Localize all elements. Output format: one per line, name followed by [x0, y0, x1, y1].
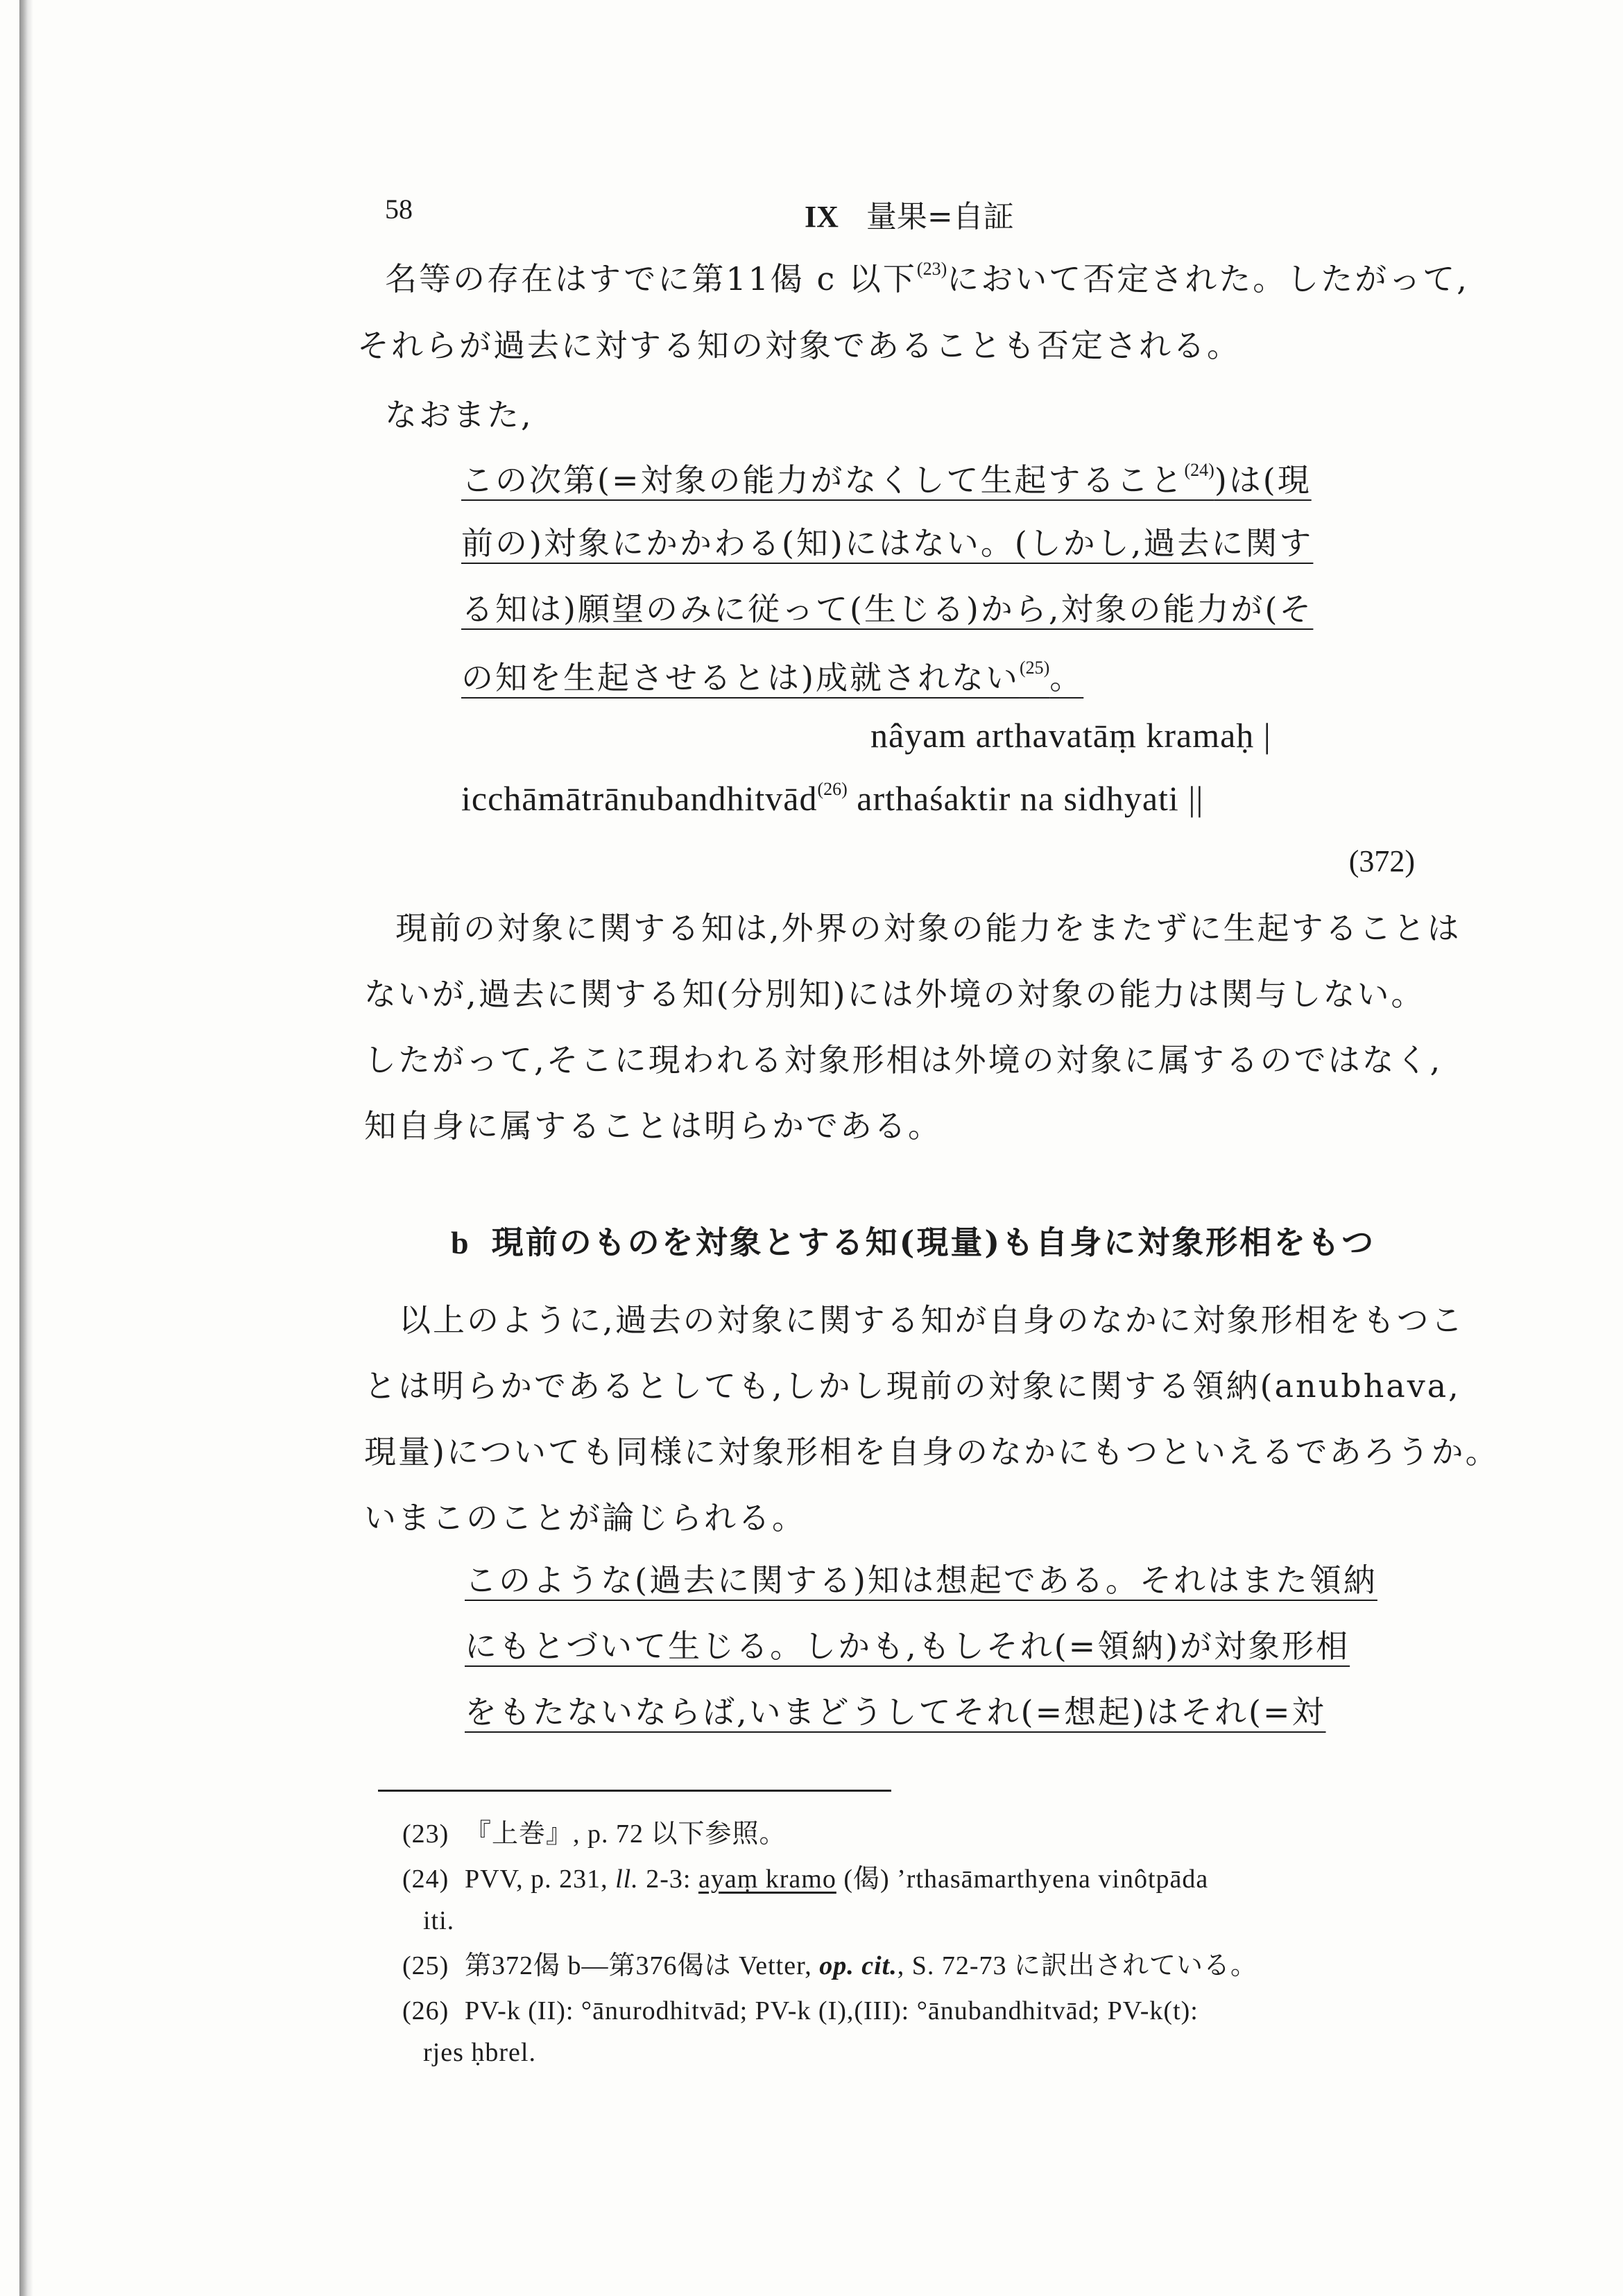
footnote-ref[interactable]: (24) — [1184, 460, 1214, 480]
body-line: いまこのことが論じられる。 — [364, 1499, 806, 1536]
body-line: 現量)についても同様に対象形相を自身のなかにもつといえるであろうか。 — [364, 1433, 1500, 1471]
verse-line: icchāmātrānubandhitvād$^{(26)}$ arthaśaktir na sidhyati || — [461, 779, 1204, 818]
chapter-title: 量果=自証 — [866, 199, 1014, 234]
page-spine-shadow — [19, 0, 33, 2296]
footnote-26: (26) PV-k (II): °ānurodhitvād; PV-k (I),(III): °ānubandhitvād; PV-k(t): — [402, 1996, 1199, 2025]
quote-line: る知は)願望のみに従って(生じる)から,対象の能力が(そ — [461, 590, 1314, 628]
section-letter: b — [451, 1225, 471, 1260]
verse-number: (372) — [1348, 844, 1415, 878]
footnote-24-continued: iti. — [423, 1906, 455, 1935]
page-number: 58 — [385, 194, 413, 225]
chapter-numeral: IX — [805, 200, 839, 234]
footnote-24: (24) PVV, p. 231, ll. 2-3: ayaṃ kramo (偈) ’rthasāmarthyena vinôtpāda — [402, 1865, 1209, 1894]
quote-line: の知を生起させるとは)成就されない$^{(25)}$。 — [461, 658, 1084, 696]
body-line: 名等の存在はすでに第11偈 c 以下$^{(23)}$において否定された。したがって, — [385, 259, 1469, 298]
quote-line: 前の)対象にかかわる(知)にはない。(しかし,過去に関す — [461, 524, 1314, 562]
footnote-23: (23) 『上巻』, p. 72 以下参照。 — [402, 1819, 787, 1849]
body-line: なおまた, — [385, 396, 533, 434]
quote-line: にもとづいて生じる。しかも,もしそれ(=領納)が対象形相 — [465, 1627, 1350, 1665]
footnote-rule — [378, 1790, 891, 1792]
quote-line: をもたないならば,いまどうしてそれ(=想起)はそれ(=対 — [465, 1693, 1326, 1731]
body-line: それらが過去に対する知の対象であることも否定される。 — [357, 327, 1241, 364]
footnote-number: (23) — [402, 1819, 449, 1849]
quote-line: このような(過去に関する)知は想起である。それはまた領納 — [465, 1561, 1377, 1599]
footnote-number: (26) — [402, 1996, 449, 2025]
body-line: 現前の対象に関する知は,外界の対象の能力をまたずに生起することは — [395, 909, 1461, 947]
body-line: とは明らかであるとしても,しかし現前の対象に関する領納(anubhava, — [364, 1367, 1461, 1405]
verse-line: nâyam arthavatāṃ kramaḥ | — [870, 716, 1271, 755]
running-head — [805, 191, 1014, 236]
body-line: ないが,過去に関する知(分別知)には外境の対象の能力は関与しない。 — [364, 975, 1425, 1013]
footnote-25: (25) 第372偈 b—第376偈は Vetter, op. cit., S. 72-73 に訳出されている。 — [402, 1951, 1257, 1980]
footnote-ref[interactable]: (25) — [1019, 658, 1050, 678]
body-line: 知自身に属することは明らかである。 — [364, 1107, 942, 1145]
footnote-number: (25) — [402, 1951, 449, 1980]
footnote-26-continued: rjes ḥbrel. — [423, 2038, 536, 2067]
footnote-number: (24) — [402, 1865, 449, 1894]
body-line: したがって,そこに現われる対象形相は外境の対象に属するのではなく, — [364, 1041, 1443, 1079]
section-title: 現前のものを対象とする知(現量)も自身に対象形相をもつ — [491, 1224, 1376, 1261]
section-heading — [451, 1217, 1375, 1263]
footnote-ref[interactable]: (23) — [916, 259, 947, 279]
quote-line: この次第(=対象の能力がなくして生起すること$^{(24)}$)は(現 — [461, 460, 1312, 499]
body-line: 以上のように,過去の対象に関する知が自身のなかに対象形相をもつこ — [399, 1301, 1465, 1339]
footnote-ref[interactable]: (26) — [817, 779, 848, 799]
